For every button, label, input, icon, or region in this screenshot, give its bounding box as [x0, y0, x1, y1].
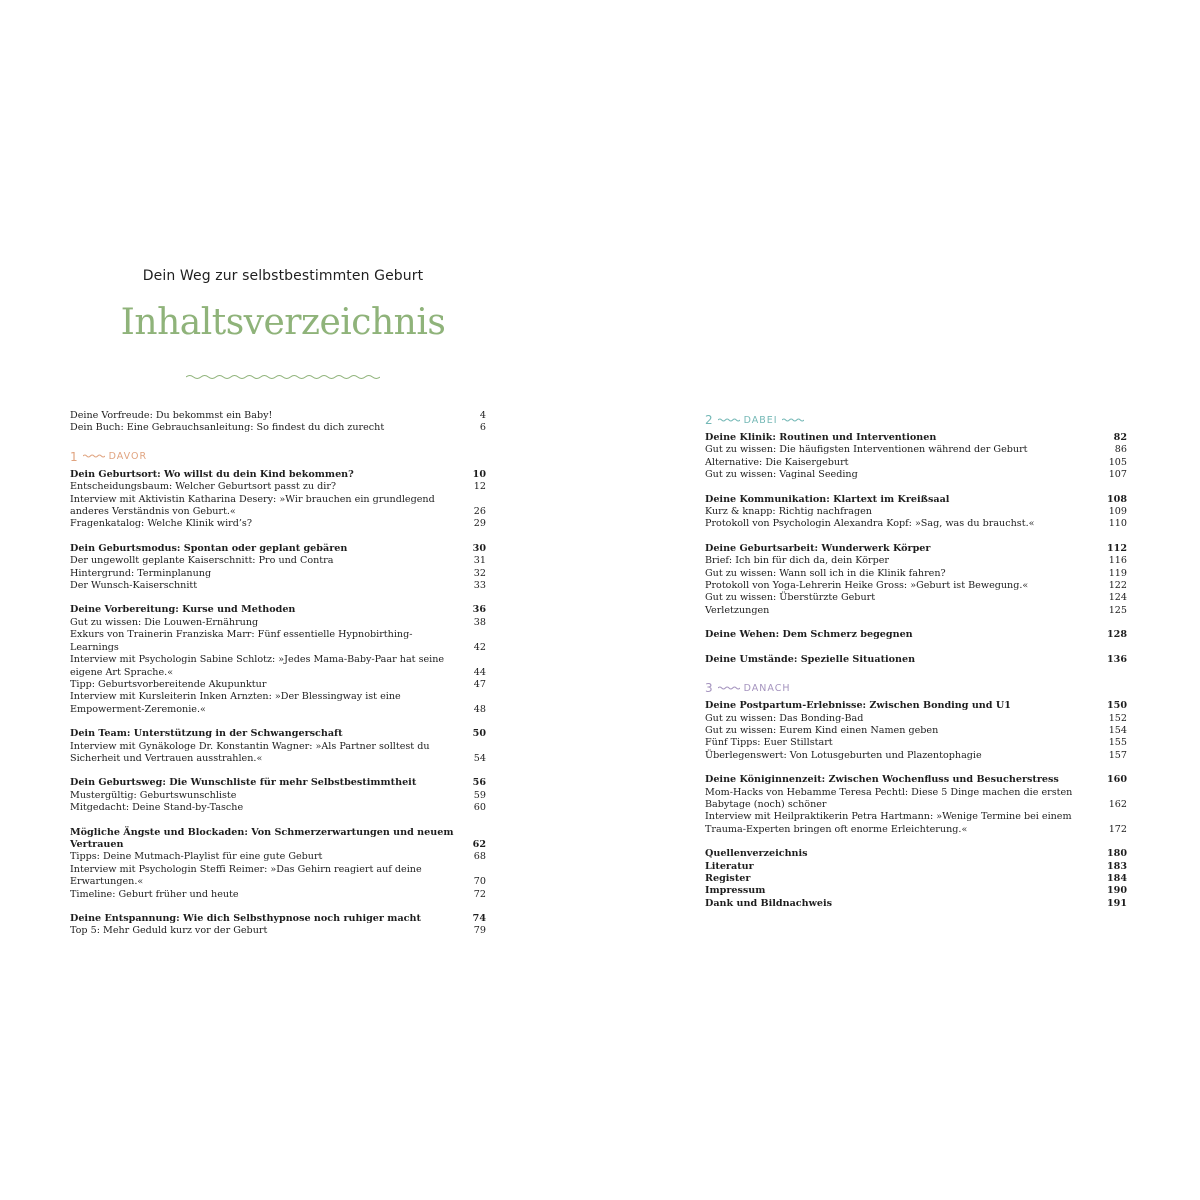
toc-group: [70, 543, 486, 593]
toc-intro-group: [70, 410, 486, 435]
toc-page-number: 50: [472, 728, 486, 740]
toc-page-number: 31: [473, 555, 486, 567]
toc-page-number: 48: [473, 703, 486, 715]
toc-page-number: 152: [1108, 712, 1127, 724]
toc-entry-title: Interview mit Heilpraktikerin Petra Hartmann: »Wenige Termine bei einem Trauma-Experten bringen oft enorme Erleichterung.«: [705, 811, 1072, 835]
toc-subentry: [70, 851, 486, 863]
toc-entry-title: Überlegenswert: Von Lotusgeburten und Plazentophagie: [705, 749, 982, 761]
toc-subentry: [70, 679, 486, 691]
toc-entry-title: Interview mit Gynäkologe Dr. Konstantin Wagner: »Als Partner solltest du Sicherheit und Vertrauen ausstrahlen.«: [70, 740, 430, 764]
toc-page-number: 70: [473, 876, 486, 888]
toc-group: [70, 777, 486, 814]
toc-page-number: 86: [1114, 444, 1127, 456]
toc-chapter-entry: [705, 543, 1127, 555]
toc-page-number: 60: [473, 802, 486, 814]
toc-entry-title: Fünf Tipps: Euer Stillstart: [705, 737, 833, 749]
toc-subentry: [70, 691, 486, 716]
toc-subentry: [70, 555, 486, 567]
toc-page-number: 54: [473, 752, 486, 764]
section-wave-icon: [83, 451, 105, 462]
toc-page-number: 124: [1108, 592, 1127, 604]
toc-entry-title: Dein Geburtsweg: Die Wunschliste für mehr Selbstbestimmtheit: [70, 777, 417, 789]
toc-page-number: 150: [1106, 700, 1127, 712]
toc-entry-title: Deine Umstände: Spezielle Situationen: [705, 653, 916, 665]
wave-icon: [718, 685, 740, 691]
toc-chapter-entry: [705, 700, 1127, 712]
toc-page-number: 116: [1108, 555, 1127, 567]
toc-subentry: [70, 889, 486, 901]
toc-group: [705, 543, 1127, 617]
toc-entry-title: Deine Postpartum-Erlebnisse: Zwischen Bonding und U1: [705, 700, 1011, 712]
toc-page-number: 110: [1108, 518, 1127, 530]
toc-page-number: 62: [472, 838, 486, 850]
toc-page-number: 29: [473, 518, 486, 530]
title-wave-icon: [186, 373, 380, 381]
section-label: DAVOR: [108, 451, 148, 463]
toc-page-number: 42: [473, 641, 486, 653]
toc-page-number: 72: [473, 888, 486, 900]
toc-subentry: [705, 725, 1127, 737]
toc-page-number: 107: [1108, 469, 1127, 481]
toc-page-number: 136: [1106, 653, 1127, 665]
toc-subentry: [705, 555, 1127, 567]
page-title: Inhaltsverzeichnis: [120, 302, 446, 343]
toc-page-number: 56: [472, 777, 486, 789]
toc-group: [70, 913, 486, 938]
toc-entry-title: Dein Team: Unterstützung in der Schwangerschaft: [70, 728, 343, 740]
toc-entry-title: Dein Geburtsmodus: Spontan oder geplant gebären: [70, 542, 348, 554]
toc-chapter-entry: [705, 898, 1127, 910]
toc-subentry: [705, 605, 1127, 617]
section-number: 3: [705, 681, 713, 696]
toc-entry-title: Interview mit Kursleiterin Inken Arnzten: »Der Blessingway ist eine Empowerment-Zeremonie.«: [70, 691, 401, 715]
toc-page-number: 119: [1108, 567, 1127, 579]
toc-entry-title: Deine Entspannung: Wie dich Selbsthypnose noch ruhiger macht: [70, 913, 421, 924]
section-danach-header: [705, 681, 1127, 695]
toc-page-number: 32: [473, 567, 486, 579]
toc-chapter-entry: [705, 861, 1127, 873]
toc-subentry: [705, 469, 1127, 481]
toc-subentry: [70, 741, 486, 766]
toc-entry-title: Deine Geburtsarbeit: Wunderwerk Körper: [705, 542, 931, 554]
title-wave-ornament: [186, 368, 380, 386]
toc-left-column: [70, 410, 486, 938]
toc-entry-title: Gut zu wissen: Vaginal Seeding: [705, 469, 858, 481]
toc-entry-title: Gut zu wissen: Wann soll ich in die Klinik fahren?: [705, 567, 946, 579]
toc-page-number: 160: [1106, 774, 1127, 786]
toc-page-number: 162: [1108, 798, 1127, 810]
toc-entry-title: Deine Königinnenzeit: Zwischen Wochenfluss und Besucherstress: [705, 774, 1059, 786]
toc-entry-title: Top 5: Mehr Geduld kurz vor der Geburt: [70, 925, 268, 937]
toc-page-number: 184: [1106, 872, 1127, 884]
toc-group: [705, 700, 1127, 762]
toc-page-number: 180: [1106, 848, 1127, 860]
section-dabei-header: [705, 413, 1127, 427]
section-wave-icon: [782, 415, 804, 426]
toc-entry-title: Alternative: Die Kaisergeburt: [705, 456, 849, 468]
toc-subentry: [70, 790, 486, 802]
toc-entry-title: Mögliche Ängste und Blockaden: Von Schmerzerwartungen und neuem Vertrauen: [70, 826, 454, 850]
toc-subentry: [70, 925, 486, 937]
toc-subentry: [70, 580, 486, 592]
toc-subentry: [70, 654, 486, 679]
toc-page-number: 6: [479, 422, 486, 434]
toc-entry-title: Mustergültig: Geburtswunschliste: [70, 789, 237, 801]
toc-subentry: [705, 518, 1127, 530]
toc-subentry: [705, 506, 1127, 518]
toc-group: [705, 774, 1127, 836]
toc-chapter-entry: [70, 469, 486, 481]
toc-subentry: [70, 422, 486, 434]
section-number: 1: [70, 449, 78, 464]
toc-group: [70, 469, 486, 531]
toc-page-number: 125: [1108, 604, 1127, 616]
toc-subentry: [70, 629, 486, 654]
toc-subentry: [705, 787, 1127, 812]
toc-subentry: [705, 444, 1127, 456]
toc-entry-title: Kurz & knapp: Richtig nachfragen: [705, 506, 872, 518]
toc-entry-title: Timeline: Geburt früher und heute: [70, 888, 239, 900]
toc-entry-title: Protokoll von Yoga-Lehrerin Heike Gross: »Geburt ist Bewegung.«: [705, 580, 1029, 592]
toc-entry-title: Interview mit Aktivistin Katharina Desery: »Wir brauchen ein grundlegend anderes Verständnis von Geburt.«: [70, 493, 435, 518]
toc-page-number: 59: [473, 789, 486, 801]
toc-page-number: 38: [473, 616, 486, 628]
toc-entry-title: Dank und Bildnachweis: [705, 897, 833, 909]
toc-page-number: 44: [473, 666, 486, 678]
toc-page-number: 12: [473, 481, 486, 493]
toc-page-number: 79: [473, 925, 486, 937]
wave-icon: [718, 417, 740, 423]
book-subtitle: Dein Weg zur selbstbestimmten Geburt: [142, 268, 424, 284]
toc-entry-title: Protokoll von Psychologin Alexandra Kopf: »Sag, was du brauchst.«: [705, 518, 1035, 530]
toc-entry-title: Interview mit Psychologin Steffi Reimer: »Das Gehirn reagiert auf deine Erwartungen.«: [70, 863, 422, 888]
toc-subentry: [705, 713, 1127, 725]
toc-group: [70, 827, 486, 901]
toc-page-number: 74: [472, 913, 486, 924]
toc-page-number: 155: [1108, 737, 1127, 749]
toc-entry-title: Deine Kommunikation: Klartext im Kreißsaal: [705, 493, 950, 505]
toc-entry-title: Der ungewollt geplante Kaiserschnitt: Pro und Contra: [70, 555, 334, 567]
toc-chapter-entry: [705, 848, 1127, 860]
toc-entry-title: Gut zu wissen: Eurem Kind einen Namen geben: [705, 724, 939, 736]
toc-page-number: 122: [1108, 580, 1127, 592]
toc-page-number: 109: [1108, 506, 1127, 518]
toc-entry-title: Tipp: Geburtsvorbereitende Akupunktur: [70, 678, 267, 690]
toc-entry-title: Fragenkatalog: Welche Klinik wird’s?: [70, 518, 252, 530]
toc-group: [70, 604, 486, 716]
toc-page-number: 190: [1106, 885, 1127, 897]
section-label: DABEI: [743, 414, 778, 426]
toc-subentry: [705, 737, 1127, 749]
toc-subentry: [70, 617, 486, 629]
toc-entry-title: Gut zu wissen: Überstürzte Geburt: [705, 592, 876, 604]
toc-subentry: [70, 410, 486, 422]
toc-subentry: [705, 457, 1127, 469]
toc-chapter-entry: [70, 913, 486, 925]
toc-page-number: 30: [472, 542, 486, 554]
toc-right-column: [705, 413, 1127, 910]
toc-page-number: 36: [472, 604, 486, 616]
toc-entry-title: Entscheidungsbaum: Welcher Geburtsort passt zu dir?: [70, 481, 337, 493]
toc-subentry: [70, 568, 486, 580]
section-wave-icon: [718, 683, 740, 694]
toc-page-number: 191: [1106, 897, 1127, 909]
toc-entry-title: Der Wunsch-Kaiserschnitt: [70, 580, 198, 592]
toc-group: [705, 654, 1127, 666]
toc-chapter-entry: [70, 827, 486, 852]
toc-entry-title: Gut zu wissen: Die Louwen-Ernährung: [70, 616, 259, 628]
toc-subentry: [705, 568, 1127, 580]
toc-page-number: 82: [1113, 432, 1127, 443]
toc-entry-title: Dein Geburtsort: Wo willst du dein Kind bekommen?: [70, 468, 354, 480]
toc-subentry: [705, 580, 1127, 592]
toc-entry-title: Verletzungen: [705, 604, 770, 616]
toc-chapter-entry: [705, 629, 1127, 641]
section-wave-icon: [718, 415, 740, 426]
toc-entry-title: Deine Klinik: Routinen und Interventionen: [705, 432, 937, 443]
toc-group: [70, 728, 486, 765]
toc-entry-title: Mitgedacht: Deine Stand-by-Tasche: [70, 802, 244, 814]
toc-entry-title: Mom-Hacks von Hebamme Teresa Pechtl: Diese 5 Dinge machen die ersten Babytage (noch) schöner: [705, 786, 1073, 810]
toc-page-number: 157: [1108, 749, 1127, 761]
toc-entry-title: Deine Vorbereitung: Kurse und Methoden: [70, 604, 296, 616]
toc-chapter-entry: [705, 494, 1127, 506]
toc-subentry: [70, 494, 486, 519]
toc-page-number: 172: [1108, 823, 1127, 835]
wave-icon: [83, 453, 105, 459]
wave-icon: [782, 417, 804, 423]
section-davor-header: [70, 450, 486, 464]
section-label: DANACH: [743, 682, 791, 694]
toc-subentry: [70, 864, 486, 889]
toc-page-number: 68: [473, 851, 486, 863]
toc-subentry: [70, 481, 486, 493]
toc-page-number: 105: [1108, 456, 1127, 468]
toc-subentry: [705, 592, 1127, 604]
toc-page-number: 10: [472, 468, 486, 480]
toc-chapter-entry: [70, 777, 486, 789]
toc-page-number: 154: [1108, 724, 1127, 736]
toc-entry-title: Deine Vorfreude: Du bekommst ein Baby!: [70, 410, 273, 421]
toc-chapter-entry: [705, 774, 1127, 786]
toc-chapter-entry: [705, 654, 1127, 666]
toc-chapter-entry: [70, 728, 486, 740]
toc-chapter-entry: [705, 885, 1127, 897]
toc-entry-title: Brief: Ich bin für dich da, dein Körper: [705, 555, 889, 567]
toc-entry-title: Exkurs von Trainerin Franziska Marr: Fünf essentielle Hypnobirthing-Learnings: [70, 629, 413, 653]
toc-group: [705, 848, 1127, 910]
toc-entry-title: Deine Wehen: Dem Schmerz begegnen: [705, 629, 913, 641]
toc-page-number: 26: [473, 506, 486, 518]
toc-entry-title: Dein Buch: Eine Gebrauchsanleitung: So findest du dich zurecht: [70, 422, 385, 434]
toc-page-number: 128: [1106, 629, 1127, 641]
toc-subentry: [70, 802, 486, 814]
toc-page-number: 183: [1106, 860, 1127, 872]
toc-group: [705, 432, 1127, 482]
toc-chapter-entry: [70, 604, 486, 616]
toc-page-number: 33: [473, 580, 486, 592]
toc-chapter-entry: [705, 873, 1127, 885]
toc-entry-title: Tipps: Deine Mutmach-Playlist für eine gute Geburt: [70, 851, 323, 863]
toc-page-number: 112: [1106, 542, 1127, 554]
toc-page-number: 47: [473, 678, 486, 690]
toc-chapter-entry: [70, 543, 486, 555]
toc-page-number: 108: [1106, 493, 1127, 505]
toc-entry-title: Impressum: [705, 885, 766, 897]
toc-subentry: [705, 750, 1127, 762]
toc-page-number: 4: [479, 410, 486, 421]
toc-entry-title: Register: [705, 872, 751, 884]
toc-group: [705, 629, 1127, 641]
toc-entry-title: Hintergrund: Terminplanung: [70, 567, 212, 579]
toc-group: [705, 494, 1127, 531]
section-number: 2: [705, 413, 713, 427]
toc-subentry: [70, 518, 486, 530]
toc-entry-title: Quellenverzeichnis: [705, 848, 808, 860]
toc-chapter-entry: [705, 432, 1127, 444]
toc-subentry: [705, 811, 1127, 836]
toc-entry-title: Gut zu wissen: Das Bonding-Bad: [705, 712, 864, 724]
toc-entry-title: Gut zu wissen: Die häufigsten Interventionen während der Geburt: [705, 444, 1028, 456]
toc-entry-title: Interview mit Psychologin Sabine Schlotz: »Jedes Mama-Baby-Paar hat seine eigene Art Sprache.«: [70, 654, 445, 678]
toc-entry-title: Literatur: [705, 860, 754, 872]
